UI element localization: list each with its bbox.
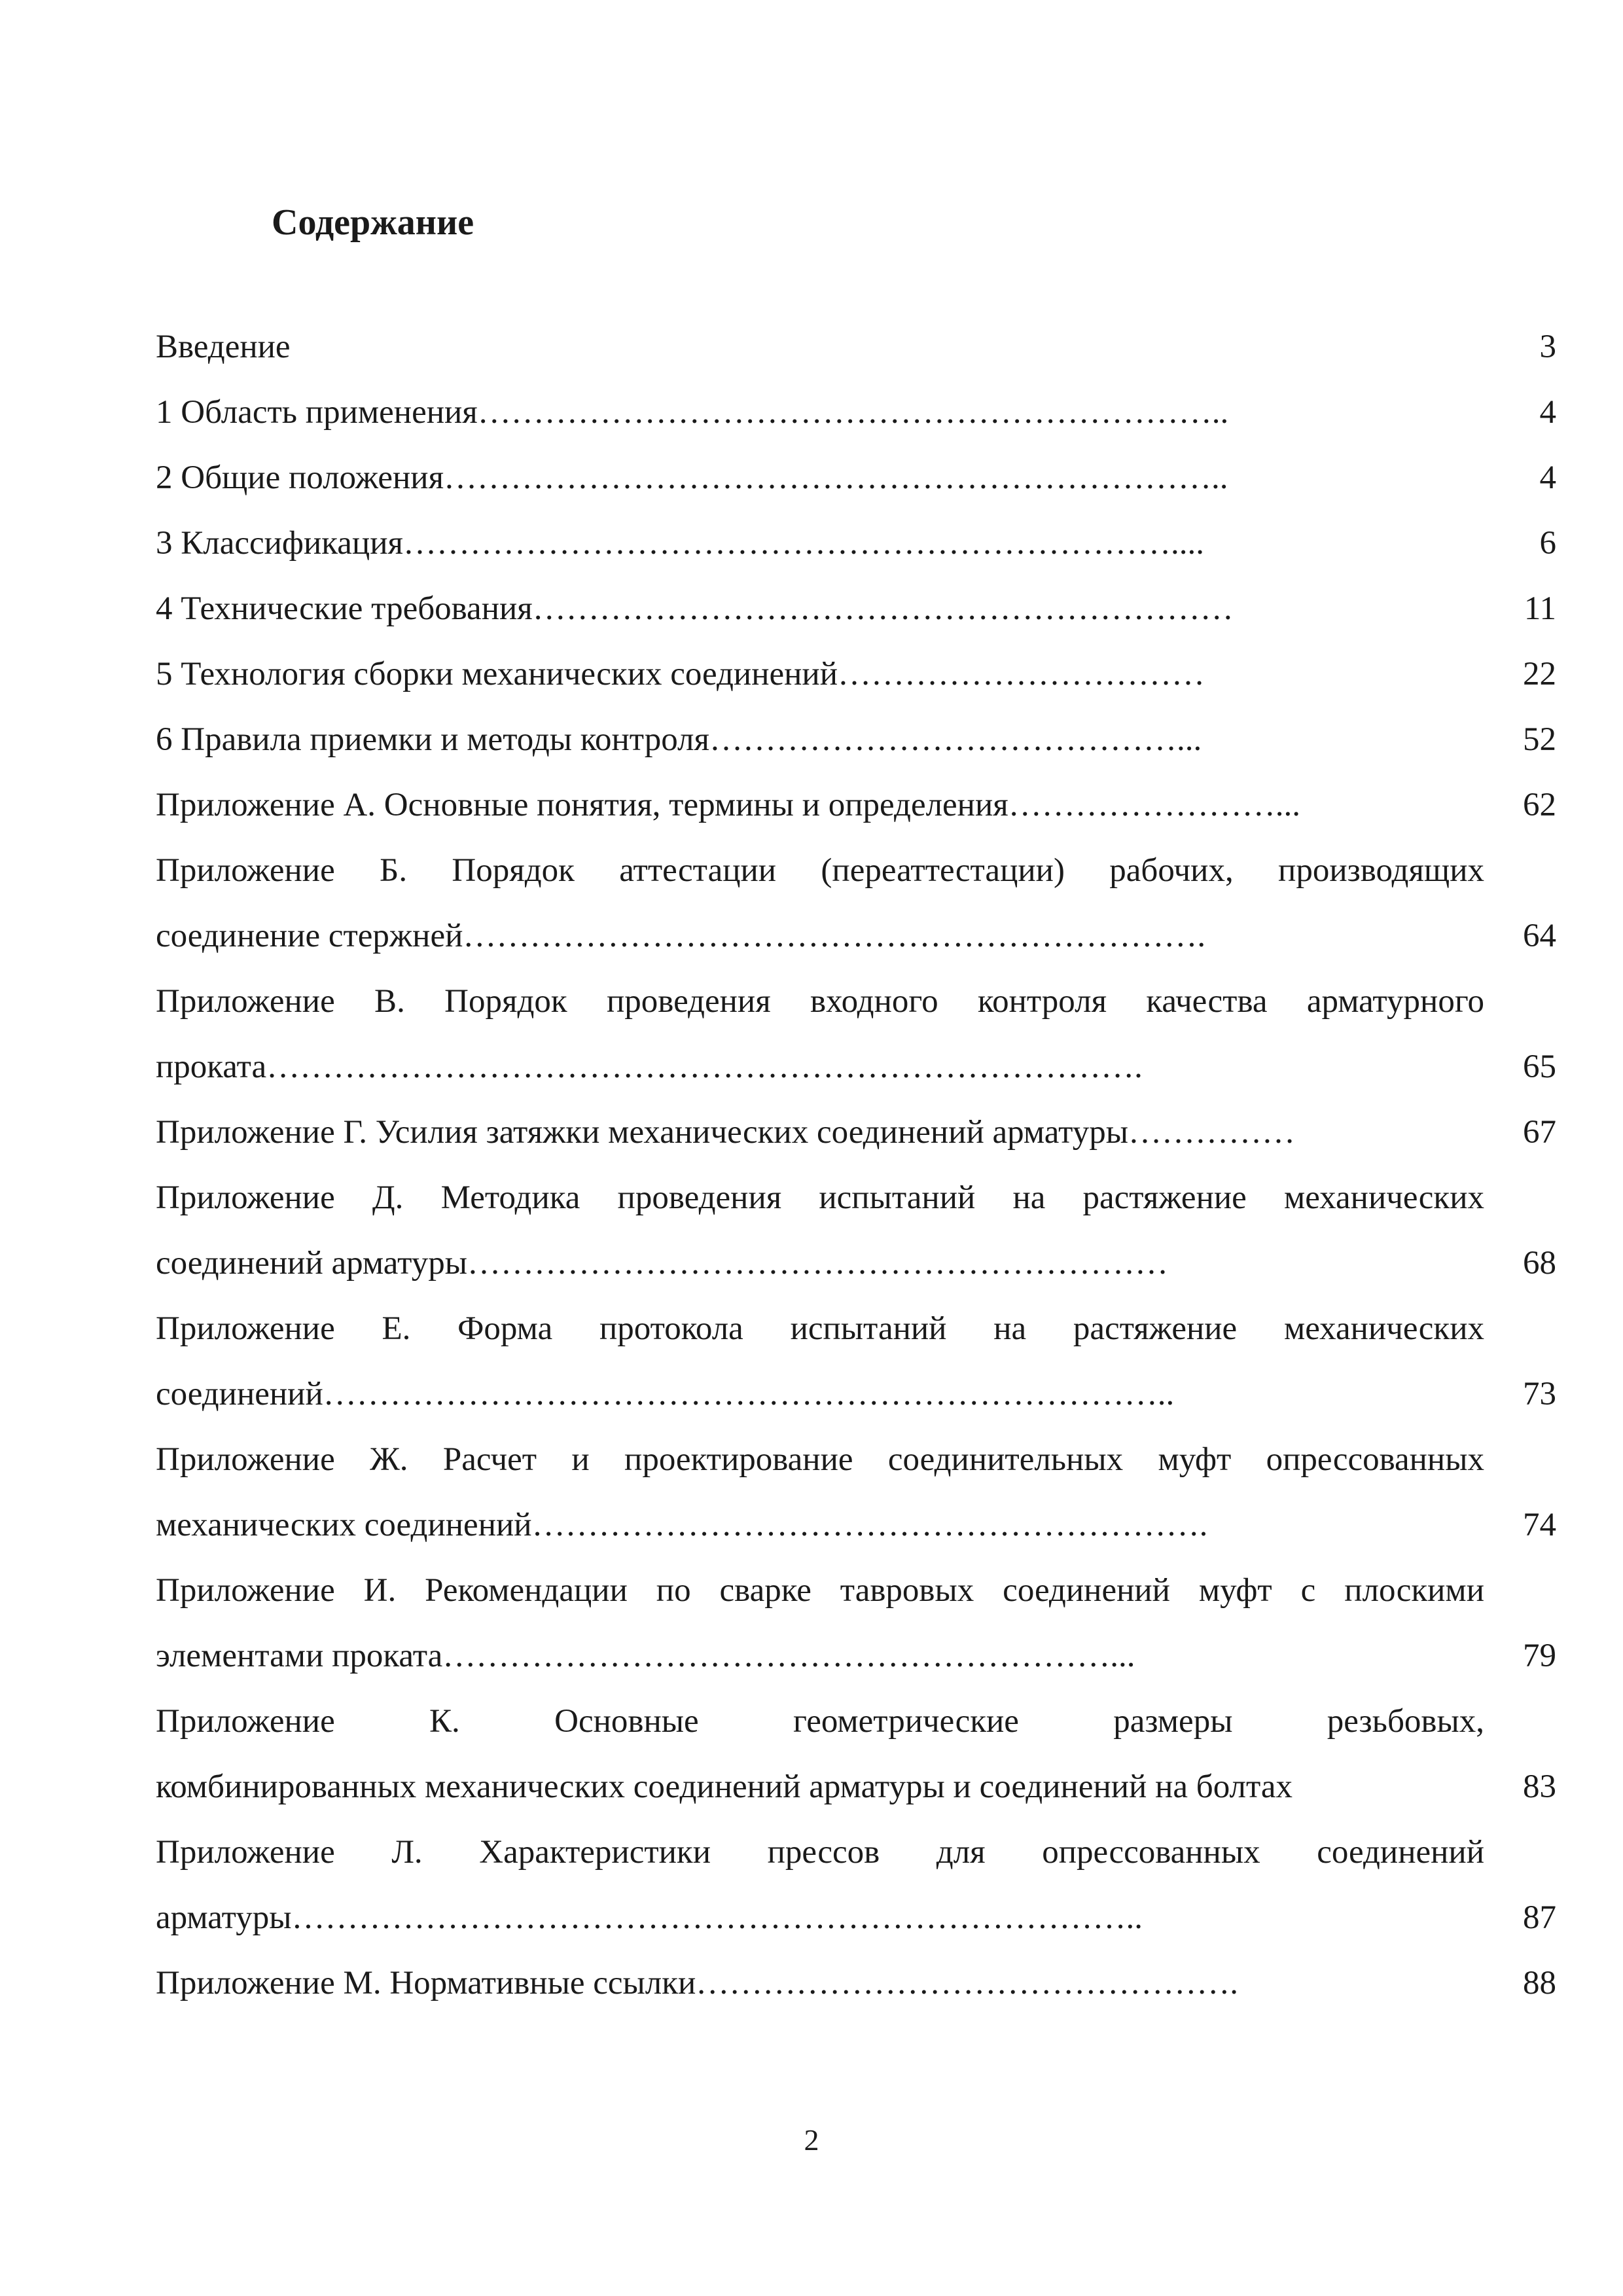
toc-leader-dots: ………………………………………………………………….. xyxy=(323,1376,1175,1412)
toc-entry[interactable] xyxy=(156,969,1556,1100)
toc-entry[interactable] xyxy=(156,1100,1556,1165)
toc-entry-text: Приложение Б. Порядок аттестации (переаттестации) рабочих, производящих xyxy=(156,852,1484,889)
toc-page-number: 3 xyxy=(1539,329,1556,365)
toc-entry[interactable] xyxy=(156,1558,1556,1689)
toc-entry[interactable] xyxy=(156,838,1556,969)
page-title: Содержание xyxy=(272,202,474,243)
toc-entry[interactable] xyxy=(156,576,1556,641)
toc-entry-text: Приложение Е. Форма протокола испытаний на растяжение механических xyxy=(156,1310,1484,1347)
toc-entry[interactable] xyxy=(156,511,1556,576)
toc-entry[interactable] xyxy=(156,1427,1556,1558)
page-number: 2 xyxy=(804,2123,819,2157)
toc-entry[interactable] xyxy=(156,380,1556,445)
toc-page-number: 52 xyxy=(1523,721,1556,758)
toc-leader-dots: ……………………………………………………… xyxy=(532,590,1234,627)
toc-page-number: 73 xyxy=(1523,1376,1556,1412)
toc-leader-dots: ……………………………………………………. xyxy=(531,1507,1208,1543)
toc-page-number: 87 xyxy=(1523,1899,1556,1936)
toc-leader-dots: …………………………………………………………. xyxy=(463,918,1206,954)
toc-entry[interactable] xyxy=(156,707,1556,772)
toc-page-number: 22 xyxy=(1523,656,1556,692)
toc-page-number: 79 xyxy=(1523,1638,1556,1674)
toc-entry-text: комбинированных механических соединений арматуры и соединений на болтах xyxy=(156,1768,1293,1805)
toc-page-number: 88 xyxy=(1523,1965,1556,2001)
toc-entry-text: элементами проката xyxy=(156,1638,443,1674)
toc-entry-text: 1 Область применения xyxy=(156,394,478,431)
toc-page-number: 4 xyxy=(1539,459,1556,496)
toc-entry-text: 5 Технология сборки механических соединений xyxy=(156,656,838,692)
toc-entry-text: 4 Технические требования xyxy=(156,590,533,627)
toc-page-number: 62 xyxy=(1523,787,1556,823)
toc-entry-text: соединений арматуры xyxy=(156,1245,468,1282)
toc-page-number: 68 xyxy=(1523,1245,1556,1282)
toc-leader-dots: ……………………………………………………... xyxy=(442,1638,1135,1674)
table-of-contents xyxy=(156,314,1556,2016)
toc-leader-dots: …………… xyxy=(1128,1114,1295,1151)
toc-entry[interactable] xyxy=(156,445,1556,511)
toc-entry-text: арматуры xyxy=(156,1899,292,1936)
toc-entry-text: 2 Общие положения xyxy=(156,459,444,496)
toc-entry-text: Приложение А. Основные понятия, термины и определения xyxy=(156,787,1008,823)
toc-entry[interactable] xyxy=(156,641,1556,707)
toc-page-number: 67 xyxy=(1523,1114,1556,1151)
toc-leader-dots: …………………………… xyxy=(838,656,1205,692)
toc-entry-text: Приложение Л. Характеристики прессов для опрессованных соединений xyxy=(156,1834,1484,1871)
toc-entry-text: Введение xyxy=(156,329,291,365)
toc-page-number: 6 xyxy=(1539,525,1556,562)
toc-entry[interactable] xyxy=(156,1689,1556,1820)
toc-entry[interactable] xyxy=(156,1296,1556,1427)
toc-page-number: 4 xyxy=(1539,394,1556,431)
toc-leader-dots: ………………………………………………………………….. xyxy=(291,1899,1143,1936)
toc-entry[interactable] xyxy=(156,314,1556,380)
toc-entry[interactable] xyxy=(156,1950,1556,2016)
toc-entry-text: соединений xyxy=(156,1376,323,1412)
toc-leader-dots: …………………………………………………………….... xyxy=(402,525,1204,562)
toc-leader-dots: ……………………………………... xyxy=(709,721,1202,758)
toc-entry-text: соединение стержней xyxy=(156,918,463,954)
toc-entry[interactable] xyxy=(156,1820,1556,1950)
toc-entry-text: механических соединений xyxy=(156,1507,532,1543)
toc-entry[interactable] xyxy=(156,1165,1556,1296)
toc-entry[interactable] xyxy=(156,772,1556,838)
toc-page-number: 65 xyxy=(1523,1049,1556,1085)
toc-leader-dots: ……………………... xyxy=(1008,787,1300,823)
toc-page-number: 83 xyxy=(1523,1768,1556,1805)
toc-page-number: 74 xyxy=(1523,1507,1556,1543)
toc-leader-dots: ……………………………………………………………………. xyxy=(266,1049,1143,1085)
toc-entry-text: 3 Классификация xyxy=(156,525,403,562)
toc-leader-dots: …………………………………………………………….. xyxy=(444,459,1228,496)
toc-entry-text: Приложение В. Порядок проведения входного контроля качества арматурного xyxy=(156,983,1484,1020)
toc-leader-dots: …………………………………………. xyxy=(696,1965,1239,2001)
toc-entry-text: Приложение К. Основные геометрические размеры резьбовых, xyxy=(156,1703,1484,1740)
toc-entry-text: проката xyxy=(156,1049,267,1085)
toc-entry-text: Приложение Д. Методика проведения испытаний на растяжение механических xyxy=(156,1179,1484,1216)
toc-page-number: 64 xyxy=(1523,918,1556,954)
toc-leader-dots: ………………………………………………………….. xyxy=(477,394,1229,431)
toc-entry-text: Приложение И. Рекомендации по сварке тавровых соединений муфт с плоскими xyxy=(156,1572,1484,1609)
toc-entry-text: Приложение Ж. Расчет и проектирование соединительных муфт опрессованных xyxy=(156,1441,1484,1478)
toc-entry-text: Приложение М. Нормативные ссылки xyxy=(156,1965,696,2001)
toc-entry-text: Приложение Г. Усилия затяжки механических соединений арматуры xyxy=(156,1114,1128,1151)
toc-leader-dots: ……………………………………………………… xyxy=(467,1245,1169,1282)
toc-page-number: 11 xyxy=(1524,590,1556,627)
toc-entry-text: 6 Правила приемки и методы контроля xyxy=(156,721,709,758)
